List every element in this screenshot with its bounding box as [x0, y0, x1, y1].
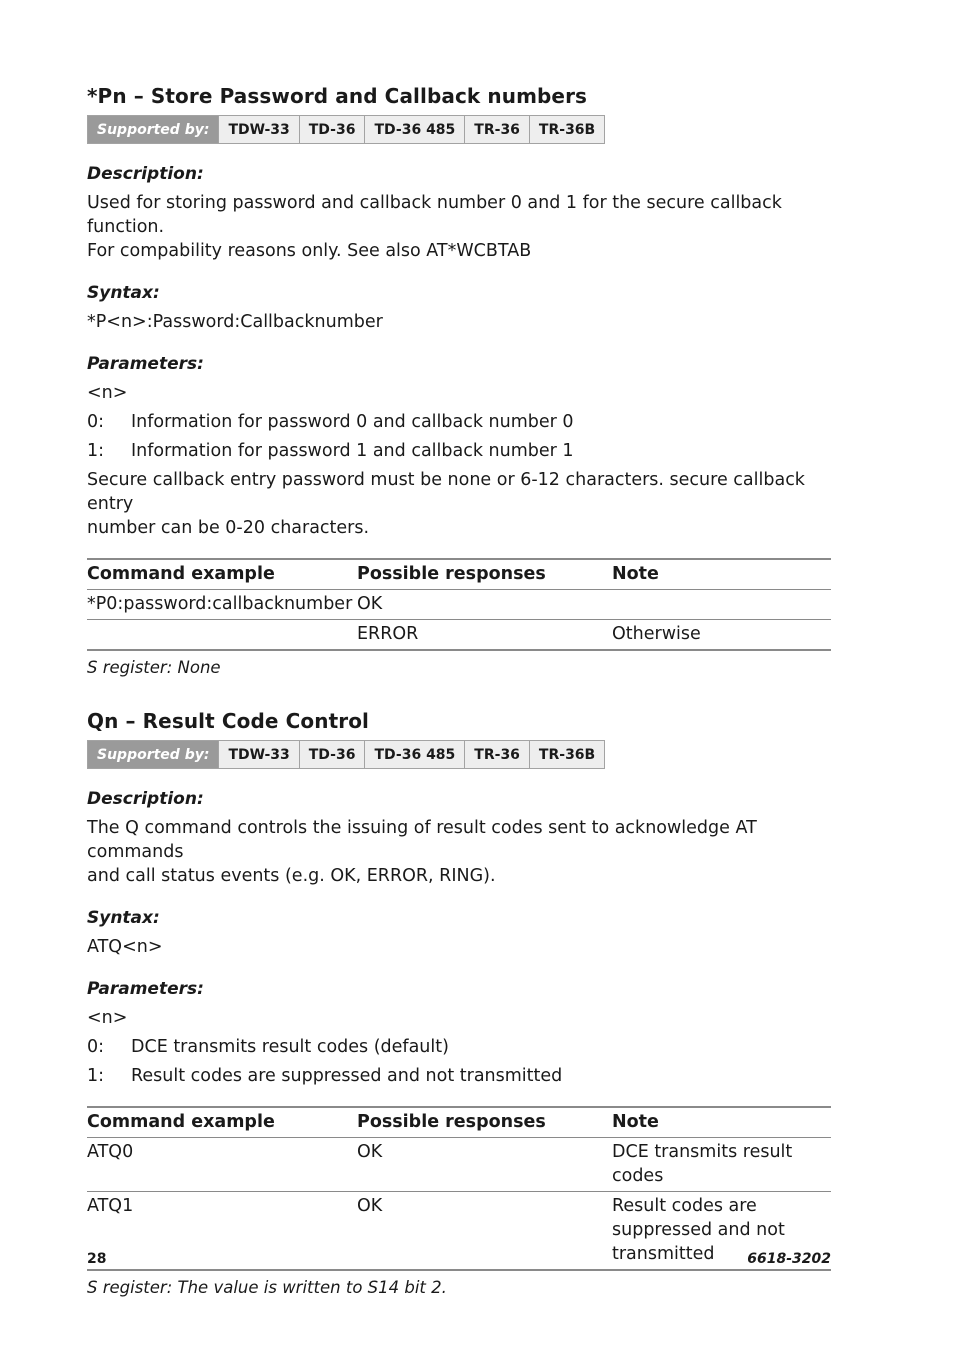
product-tag: TD-36 485	[364, 116, 464, 143]
table-cell: OK	[357, 1192, 612, 1271]
column-header: Command example	[87, 559, 357, 590]
product-tag: TD-36	[299, 116, 365, 143]
parameters-label: Parameters:	[87, 979, 204, 999]
description-text: Used for storing password and callback number 0 and 1 for the secure callback function. For compability reasons only. See also AT*WCBTAB	[87, 193, 782, 261]
product-tag: TR-36	[464, 116, 529, 143]
table-cell: ERROR	[357, 620, 612, 651]
param-name: <n>	[87, 383, 128, 403]
s-register-note: S register: The value is written to S14 bit 2.	[87, 1278, 447, 1297]
table-cell	[87, 620, 357, 651]
table-cell: ATQ0	[87, 1138, 357, 1192]
product-tag: TDW-33	[218, 741, 298, 768]
param-name: <n>	[87, 1008, 128, 1028]
table-row	[87, 620, 831, 651]
supported-by-label: Supported by:	[88, 116, 218, 143]
page-footer	[87, 1251, 831, 1267]
param-item: 1: Result codes are suppressed and not transmitted	[87, 1066, 563, 1086]
column-header: Note	[612, 1107, 831, 1138]
table-cell: OK	[357, 1138, 612, 1192]
table-header-row	[87, 1107, 831, 1138]
command-table	[87, 558, 831, 651]
product-tag: TD-36	[299, 741, 365, 768]
supported-by-bar	[87, 740, 605, 769]
description-text: The Q command controls the issuing of result codes sent to acknowledge AT commands and call status events (e.g. OK, ERROR, RING).	[87, 818, 757, 886]
table-row	[87, 1138, 831, 1192]
param-item: 0: Information for password 0 and callback number 0	[87, 412, 574, 432]
product-tag: TR-36B	[529, 741, 604, 768]
table-cell: *P0:password:callbacknumber	[87, 590, 357, 620]
param-item: 1: Information for password 1 and callback number 1	[87, 441, 574, 461]
param-item: 0: DCE transmits result codes (default)	[87, 1037, 449, 1057]
table-cell: OK	[357, 590, 612, 620]
description-label: Description:	[87, 164, 204, 184]
command-table	[87, 1106, 831, 1271]
table-cell: ATQ1	[87, 1192, 357, 1271]
product-tag: TR-36B	[529, 116, 604, 143]
param-note: Secure callback entry password must be none or 6-12 characters. secure callback entry number can be 0-20 characters.	[87, 470, 805, 538]
table-cell	[612, 590, 831, 620]
description-label: Description:	[87, 789, 204, 809]
page-number: 28	[87, 1251, 107, 1267]
column-header: Note	[612, 559, 831, 590]
supported-by-bar	[87, 115, 605, 144]
supported-by-label: Supported by:	[88, 741, 218, 768]
product-tag: TD-36 485	[364, 741, 464, 768]
s-register-note: S register: None	[87, 658, 221, 677]
table-row	[87, 590, 831, 620]
column-header: Possible responses	[357, 1107, 612, 1138]
section-qn	[87, 709, 831, 1299]
syntax-text: ATQ<n>	[87, 937, 163, 957]
column-header: Command example	[87, 1107, 357, 1138]
table-cell: Result codes are suppressed and not transmitted	[612, 1192, 831, 1271]
syntax-text: *P<n>:Password:Callbacknumber	[87, 312, 383, 332]
column-header: Possible responses	[357, 559, 612, 590]
product-tag: TR-36	[464, 741, 529, 768]
table-cell: Otherwise	[612, 620, 831, 651]
document-number: 6618-3202	[747, 1251, 831, 1267]
syntax-label: Syntax:	[87, 283, 160, 303]
section-pn	[87, 84, 831, 679]
section-title: *Pn – Store Password and Callback numbers	[87, 84, 588, 108]
product-tag: TDW-33	[218, 116, 298, 143]
parameters-label: Parameters:	[87, 354, 204, 374]
table-cell: DCE transmits result codes	[612, 1138, 831, 1192]
table-header-row	[87, 559, 831, 590]
section-title: Qn – Result Code Control	[87, 709, 369, 733]
syntax-label: Syntax:	[87, 908, 160, 928]
document-page	[87, 84, 831, 1299]
